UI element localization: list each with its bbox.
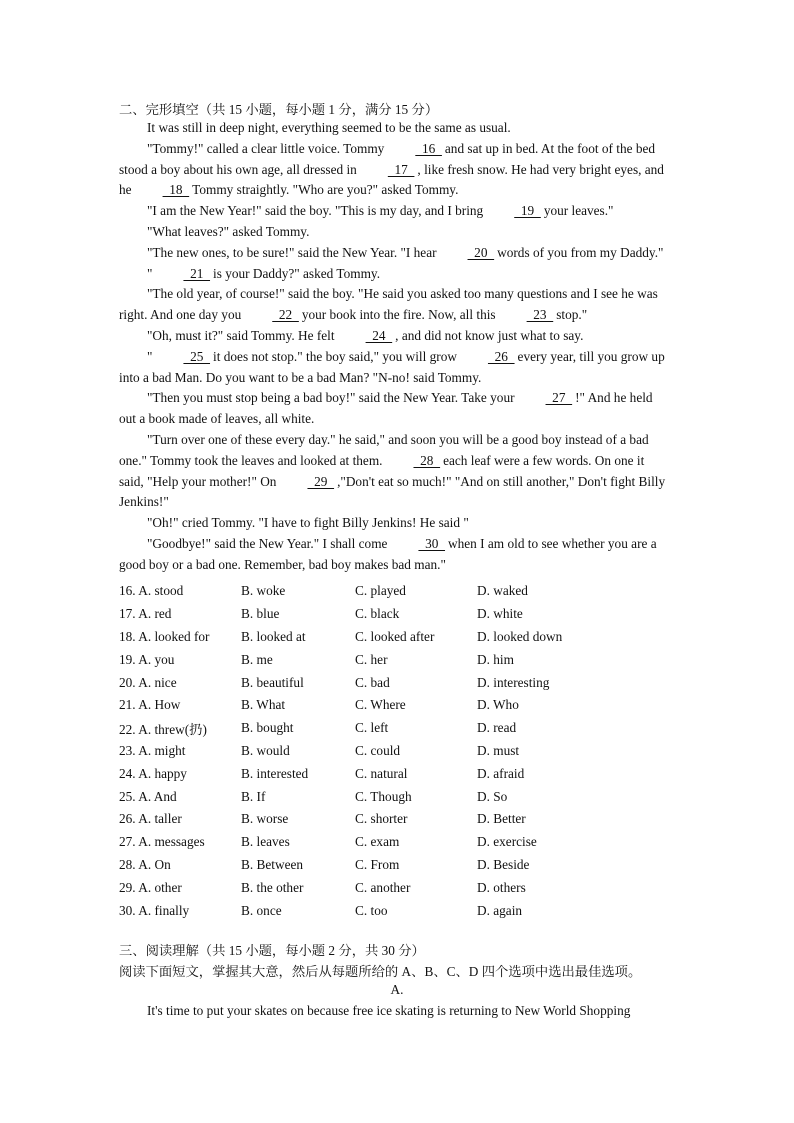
option-b: B. worse — [241, 811, 289, 827]
option-a: 16. A. stood — [119, 583, 184, 599]
passage-paragraph — [119, 243, 669, 264]
blank-28: 28 — [413, 452, 441, 468]
passage-text: your leaves." — [543, 203, 614, 219]
option-row — [119, 876, 679, 899]
option-d: D. looked down — [477, 628, 563, 644]
passage-paragraph — [119, 513, 669, 534]
option-d: D. again — [477, 902, 523, 918]
cloze-section-heading: 二、完形填空（共 15 小题，每小题 1 分，满分 15 分） — [119, 102, 439, 117]
cloze-passage — [119, 118, 669, 576]
option-a: 21. A. How — [119, 697, 181, 713]
passage-text: "Oh!" cried Tommy. "I have to fight Billy Jenkins! He said " — [147, 515, 469, 531]
passage-text: " — [147, 348, 153, 364]
option-c: C. Though — [355, 788, 412, 804]
passage-text: words of you from my Daddy." — [497, 244, 664, 260]
option-a: 19. A. you — [119, 651, 175, 667]
passage-text: It was still in deep night, everything seemed to be the same as usual. — [147, 120, 511, 135]
option-row — [119, 626, 679, 649]
passage-text: Tommy straightly. "Who are you?" asked Tommy. — [192, 182, 459, 198]
passage-text: "Oh, must it?" said Tommy. He felt — [147, 327, 335, 343]
blank-29: 29 — [307, 473, 335, 489]
option-c: C. looked after — [355, 628, 435, 644]
blank-27: 27 — [545, 390, 573, 406]
option-row — [119, 603, 679, 626]
passage-text: it does not stop." the boy said," you will grow — [213, 348, 457, 364]
option-a: 25. A. And — [119, 788, 177, 804]
option-b: B. once — [241, 902, 282, 918]
passage-text: "I am the New Year!" said the boy. "This is my day, and I bring — [147, 203, 484, 219]
option-a: 30. A. finally — [119, 902, 190, 918]
option-d: D. read — [477, 720, 517, 736]
passage-paragraph — [119, 139, 669, 201]
passage-paragraph — [119, 264, 669, 285]
option-row — [119, 580, 679, 603]
passage-text: "Turn over one of these every day." he said," and soon you will be a good boy instead of a bad one." Tommy took the leaves and looked at them. — [119, 431, 649, 468]
passage-text: every year, till you grow up into a bad Man. Do you want to be a bad Man? "N-no! said Tommy. — [119, 348, 665, 385]
option-d: D. white — [477, 606, 523, 622]
option-row — [119, 671, 679, 694]
option-c: C. shorter — [355, 811, 408, 827]
answer-options-table — [119, 580, 679, 922]
option-b: B. looked at — [241, 628, 306, 644]
option-d: D. others — [477, 879, 526, 895]
passage-text: , like fresh snow. He had very bright eyes, and he — [119, 161, 664, 198]
passage-text: "Goodbye!" said the New Year." I shall come — [147, 535, 388, 551]
passage-text: when I am old to see whether you are a good boy or a bad one. Remember, bad boy makes bad man." — [119, 535, 657, 572]
passage-paragraph — [119, 347, 669, 389]
option-b: B. beautiful — [241, 674, 304, 690]
option-c: C. bad — [355, 674, 390, 690]
option-b: B. blue — [241, 606, 280, 622]
option-row — [119, 694, 679, 717]
option-a: 26. A. taller — [119, 811, 182, 827]
option-row — [119, 740, 679, 763]
passage-text: !" And he held out a book made of leaves, all white. — [119, 390, 653, 427]
option-row — [119, 762, 679, 785]
option-row — [119, 717, 679, 740]
reading-section-heading: 三、阅读理解（共 15 小题，每小题 2 分，共 30 分） — [119, 943, 425, 958]
option-b: B. would — [241, 742, 290, 758]
option-a: 24. A. happy — [119, 765, 187, 781]
passage-text: and sat up in bed. At the foot of the bed stood a boy about his own age, all dressed in — [119, 140, 656, 177]
option-d: D. must — [477, 742, 520, 758]
option-d: D. interesting — [477, 674, 550, 690]
option-a: 17. A. red — [119, 606, 172, 622]
passage-paragraph — [119, 430, 669, 513]
passage-text: ,"Don't eat so much!" "And on still another," Don't fight Billy Jenkins!" — [119, 473, 666, 510]
passage-text: " — [147, 265, 153, 281]
option-a: 29. A. other — [119, 879, 182, 895]
option-a: 23. A. might — [119, 742, 186, 758]
option-d: D. afraid — [477, 765, 525, 781]
option-c: C. her — [355, 651, 388, 667]
passage-text: stop." — [556, 307, 588, 323]
blank-20: 20 — [467, 244, 495, 260]
option-a: 28. A. On — [119, 856, 171, 872]
blank-19: 19 — [514, 203, 541, 219]
option-row — [119, 808, 679, 831]
passage-text: is your Daddy?" asked Tommy. — [213, 265, 381, 281]
option-b: B. interested — [241, 765, 309, 781]
passage-text: each leaf were a few words. On one it said, "Help your mother!" On — [119, 452, 645, 489]
option-c: C. black — [355, 606, 400, 622]
passage-paragraph — [119, 284, 669, 326]
option-c: C. Where — [355, 697, 406, 713]
option-row — [119, 785, 679, 808]
passage-paragraph — [119, 326, 669, 347]
blank-23: 23 — [526, 307, 554, 323]
option-a: 22. A. threw(扔) — [119, 721, 207, 737]
passage-paragraph — [119, 534, 669, 576]
option-row — [119, 831, 679, 854]
blank-25: 25 — [183, 348, 211, 364]
passage-text: "What leaves?" asked Tommy. — [147, 223, 310, 239]
option-d: D. him — [477, 651, 514, 667]
option-d: D. Better — [477, 811, 526, 827]
passage-text: your book into the fire. Now, all this — [301, 307, 496, 323]
option-c: C. too — [355, 902, 388, 918]
option-c: C. natural — [355, 765, 408, 781]
passage-text: "Then you must stop being a bad boy!" said the New Year. Take your — [147, 390, 515, 406]
option-b: B. What — [241, 697, 286, 713]
option-c: C. could — [355, 742, 401, 758]
reading-passage-first-line: It's time to put your skates on because free ice skating is returning to New World Shopping — [147, 1003, 631, 1018]
blank-30: 30 — [418, 535, 446, 551]
option-d: D. Who — [477, 697, 519, 713]
option-b: B. me — [241, 651, 273, 667]
passage-paragraph — [119, 118, 669, 139]
option-b: B. Between — [241, 856, 304, 872]
passage-text: , and did not know just what to say. — [395, 327, 584, 343]
option-b: B. leaves — [241, 834, 290, 850]
blank-24: 24 — [365, 327, 393, 343]
passage-letter: A. — [390, 982, 404, 997]
option-d: D. So — [477, 788, 508, 804]
blank-21: 21 — [183, 265, 211, 281]
passage-paragraph — [119, 222, 669, 243]
option-a: 18. A. looked for — [119, 628, 210, 644]
option-b: B. the other — [241, 879, 304, 895]
blank-17: 17 — [387, 161, 415, 177]
option-b: B. woke — [241, 583, 286, 599]
blank-26: 26 — [487, 348, 515, 364]
option-b: B. bought — [241, 720, 294, 736]
passage-paragraph — [119, 201, 669, 222]
passage-text: "Tommy!" called a clear little voice. Tommy — [147, 140, 385, 156]
option-a: 27. A. messages — [119, 834, 205, 850]
option-b: B. If — [241, 788, 266, 804]
blank-16: 16 — [415, 140, 442, 156]
option-c: C. played — [355, 583, 406, 599]
option-d: D. Beside — [477, 856, 530, 872]
option-d: D. exercise — [477, 834, 537, 850]
option-row — [119, 648, 679, 671]
reading-instruction: 阅读下面短文，掌握其大意，然后从每题所给的 A、B、C、D 四个选项中选出最佳选项。 — [119, 964, 642, 979]
option-c: C. left — [355, 720, 389, 736]
blank-18: 18 — [162, 182, 190, 198]
option-d: D. waked — [477, 583, 528, 599]
passage-text: "The old year, of course!" said the boy. "He said you asked too many questions and I see he was right. And one day you — [119, 286, 658, 323]
option-c: C. another — [355, 879, 411, 895]
option-a: 20. A. nice — [119, 674, 177, 690]
passage-paragraph — [119, 388, 669, 430]
option-c: C. exam — [355, 834, 400, 850]
passage-text: "The new ones, to be sure!" said the New Year. "I hear — [147, 244, 437, 260]
option-c: C. From — [355, 856, 400, 872]
option-row — [119, 899, 679, 922]
blank-22: 22 — [272, 307, 299, 323]
option-row — [119, 854, 679, 877]
